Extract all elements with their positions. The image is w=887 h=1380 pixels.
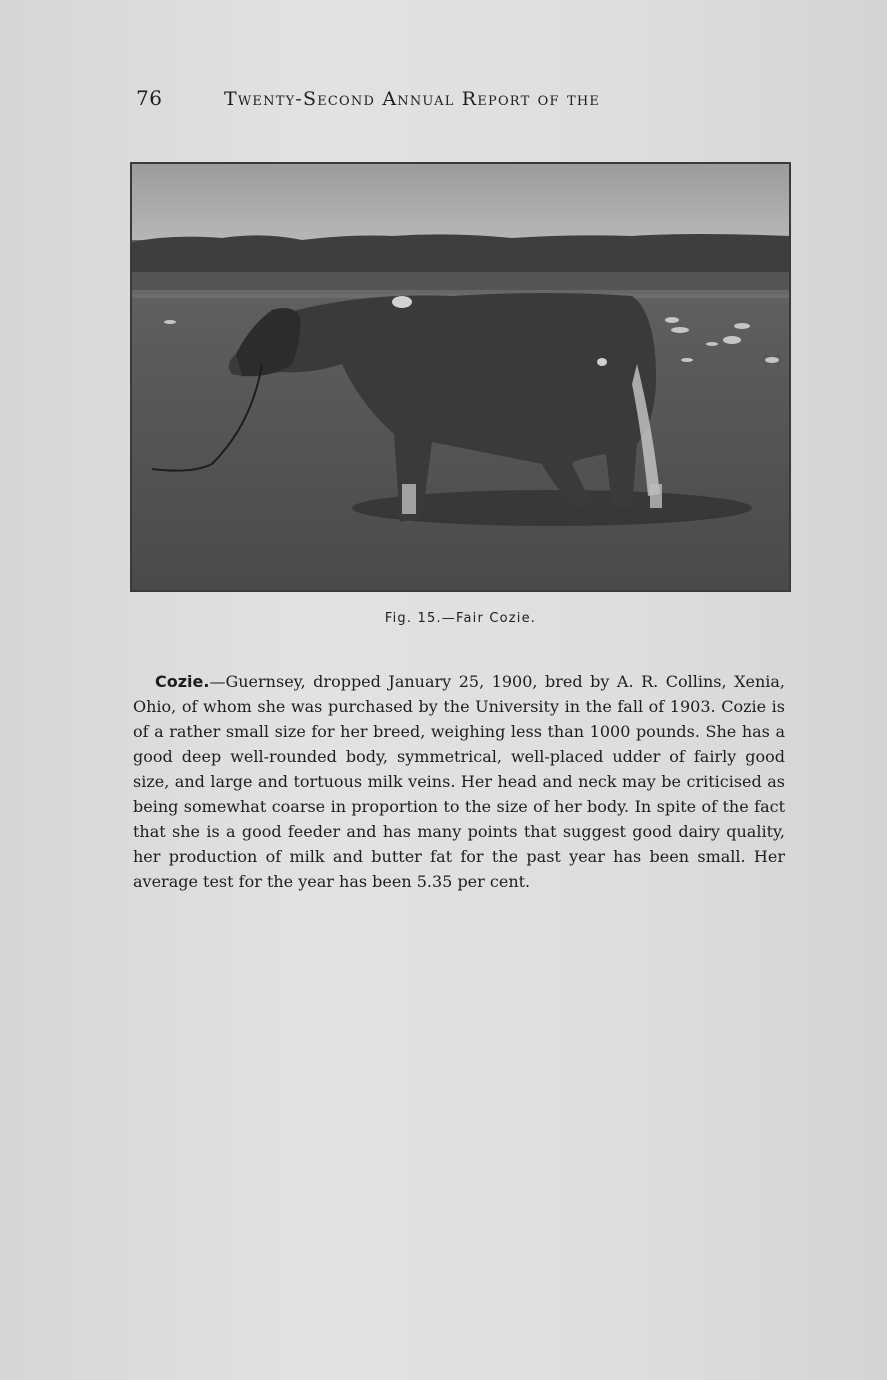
running-title: Twenty-Second Annual Report of the <box>224 88 601 110</box>
article-paragraph <box>133 669 785 894</box>
figure-caption: Fig. 15.—Fair Cozie. <box>384 611 537 626</box>
page-number: 76 <box>136 86 163 110</box>
article-lead: Cozie. <box>155 672 210 691</box>
cow-photograph <box>132 164 789 590</box>
sky <box>132 164 789 240</box>
figure-photograph <box>130 162 791 592</box>
treeline <box>132 234 789 276</box>
article-text: —Guernsey, dropped January 25, 1900, bred by A. R. Collins, Xenia, Ohio, of whom she was purchased by the University in the fall of 1903. Cozie is of a rather small size for her breed, weighing less than 1000 pounds. She has a good deep well-rounded body, symmetrical, well-placed udder of fairly good size, and large and tortuous milk veins. Her head and neck may be criticised as being somewhat coarse in proportion to the size of her body. In spite of the fact that she is a good feeder and has many points that suggest good dairy quality, her production of milk and butter fat for the past year has been small. Her average test for the year has been 5.35 per cent. <box>133 672 785 891</box>
